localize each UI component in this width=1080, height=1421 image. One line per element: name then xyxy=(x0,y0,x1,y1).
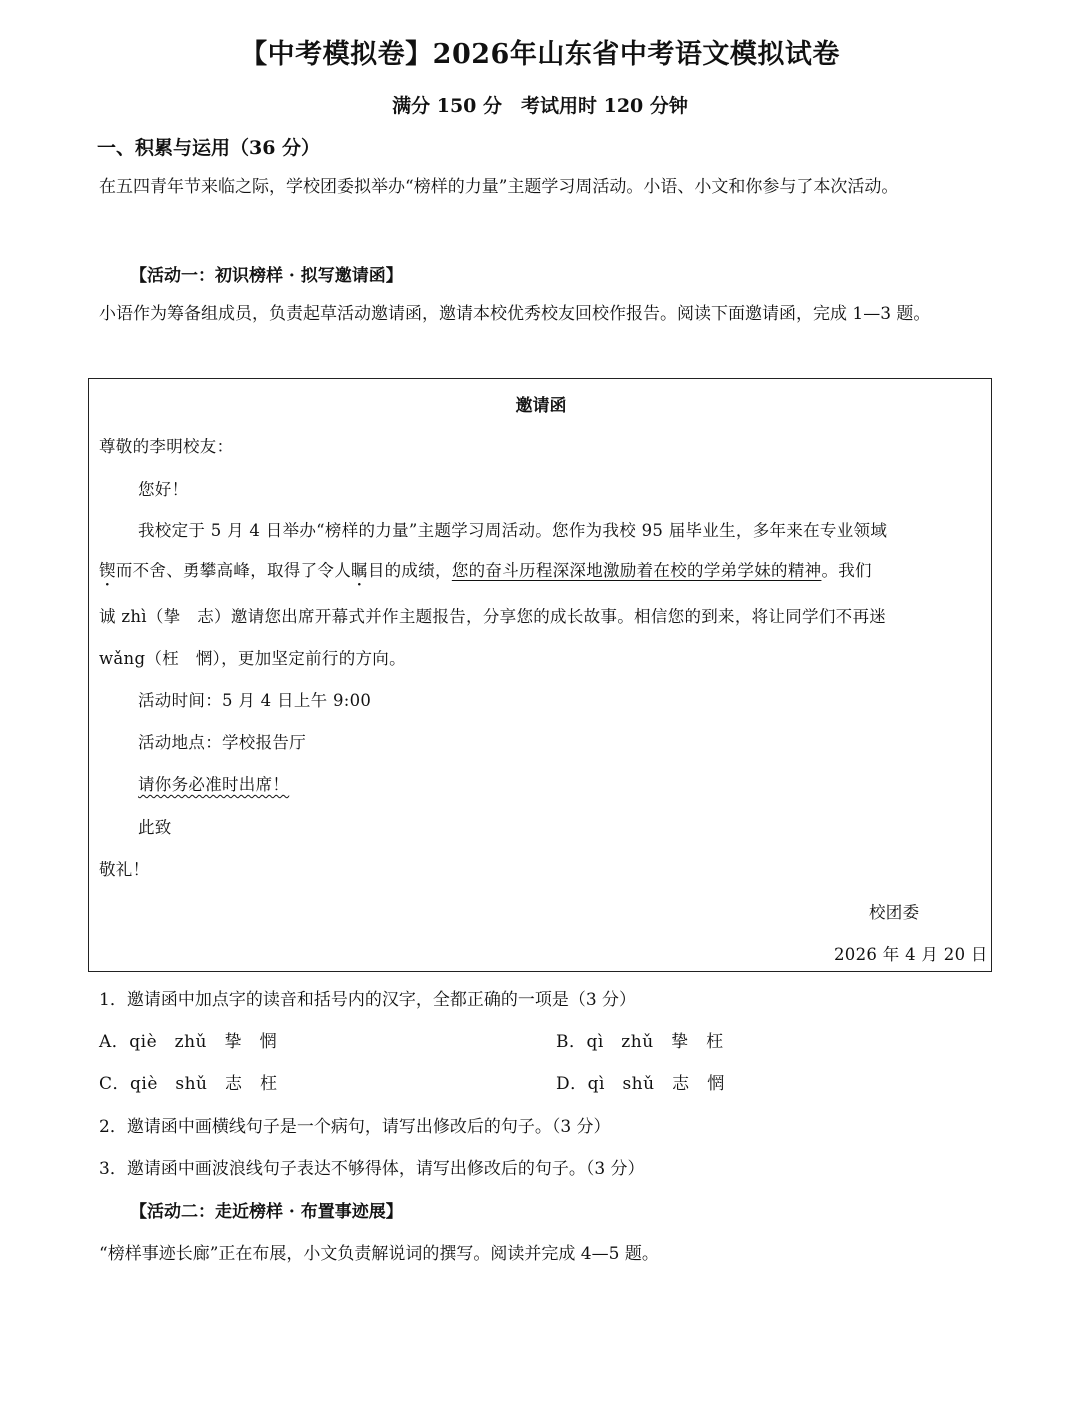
letter-text: 目的成绩， xyxy=(367,561,452,580)
letter-salutation: 尊敬的李明校友： xyxy=(99,437,234,456)
question-2: 2．邀请函中画横线句子是一个病句，请写出修改后的句子。（3 分） xyxy=(99,1117,611,1137)
activity2-heading: 【活动二：走近榜样 · 布置事迹展】 xyxy=(130,1202,403,1222)
letter-body-line2 xyxy=(99,557,872,581)
exam-title: 【中考模拟卷】2026年山东省中考语文模拟试卷 xyxy=(240,39,840,70)
wavy-underlined-sentence: 请你务必准时出席！ xyxy=(138,775,290,794)
dotted-char-qie: 锲 xyxy=(99,561,116,580)
option-a[interactable]: A．qiè zhǔ 挚 惘 xyxy=(99,1032,278,1052)
section-heading: 一、积累与运用（36 分） xyxy=(97,137,321,159)
letter-signature: 校团委 xyxy=(869,903,920,922)
letter-place: 活动地点：学校报告厅 xyxy=(138,733,306,752)
option-d[interactable]: D．qì shǔ 志 惘 xyxy=(556,1074,725,1094)
exam-subtitle: 满分 150 分 考试用时 120 分钟 xyxy=(392,95,688,117)
letter-body-line1: 我校定于 5 月 4 日举办“榜样的力量”主题学习周活动。您作为我校 95 届毕业生，多年来在专业领域 xyxy=(138,521,888,540)
activity2-description: “榜样事迹长廊”正在布展，小文负责解说词的撰写。阅读并完成 4—5 题。 xyxy=(99,1244,659,1264)
activity1-heading: 【活动一：初识榜样 · 拟写邀请函】 xyxy=(130,266,403,286)
activity1-description: 小语作为筹备组成员，负责起草活动邀请函，邀请本校优秀校友回校作报告。阅读下面邀请函，完成 1—3 题。 xyxy=(99,304,931,324)
option-b[interactable]: B．qì zhǔ 挚 枉 xyxy=(556,1032,724,1052)
letter-body-line3: 诚 zhì（挚 志）邀请您出席开幕式并作主题报告，分享您的成长故事。相信您的到来，将让同学们不再迷 xyxy=(99,607,887,626)
invitation-letter-box xyxy=(88,378,992,972)
intro-paragraph: 在五四青年节来临之际，学校团委拟举办“榜样的力量”主题学习周活动。小语、小文和你参与了本次活动。 xyxy=(99,177,899,197)
letter-body-line4: wǎng（枉 惘），更加坚定前行的方向。 xyxy=(99,649,406,668)
letter-time: 活动时间：5 月 4 日上午 9:00 xyxy=(138,691,372,710)
letter-date: 2026 年 4 月 20 日 xyxy=(834,945,988,964)
letter-text: 。我们 xyxy=(821,561,872,580)
letter-title: 邀请函 xyxy=(515,396,567,416)
letter-text: 而不舍、勇攀高峰，取得了令人 xyxy=(115,561,352,580)
letter-respect: 敬礼！ xyxy=(99,860,150,879)
letter-closing: 此致 xyxy=(138,818,172,837)
question-1: 1．邀请函中加点字的读音和括号内的汉字，全都正确的一项是（3 分） xyxy=(99,990,637,1010)
underlined-sentence: 您的奋斗历程深深地激励着在校的学弟学妹的精神 xyxy=(451,561,822,580)
letter-greeting: 您好！ xyxy=(138,480,189,499)
question-3: 3．邀请函中画波浪线句子表达不够得体，请写出修改后的句子。（3 分） xyxy=(99,1159,645,1179)
option-c[interactable]: C．qiè shǔ 志 枉 xyxy=(99,1074,278,1094)
dotted-char-zhu: 瞩 xyxy=(351,561,368,580)
